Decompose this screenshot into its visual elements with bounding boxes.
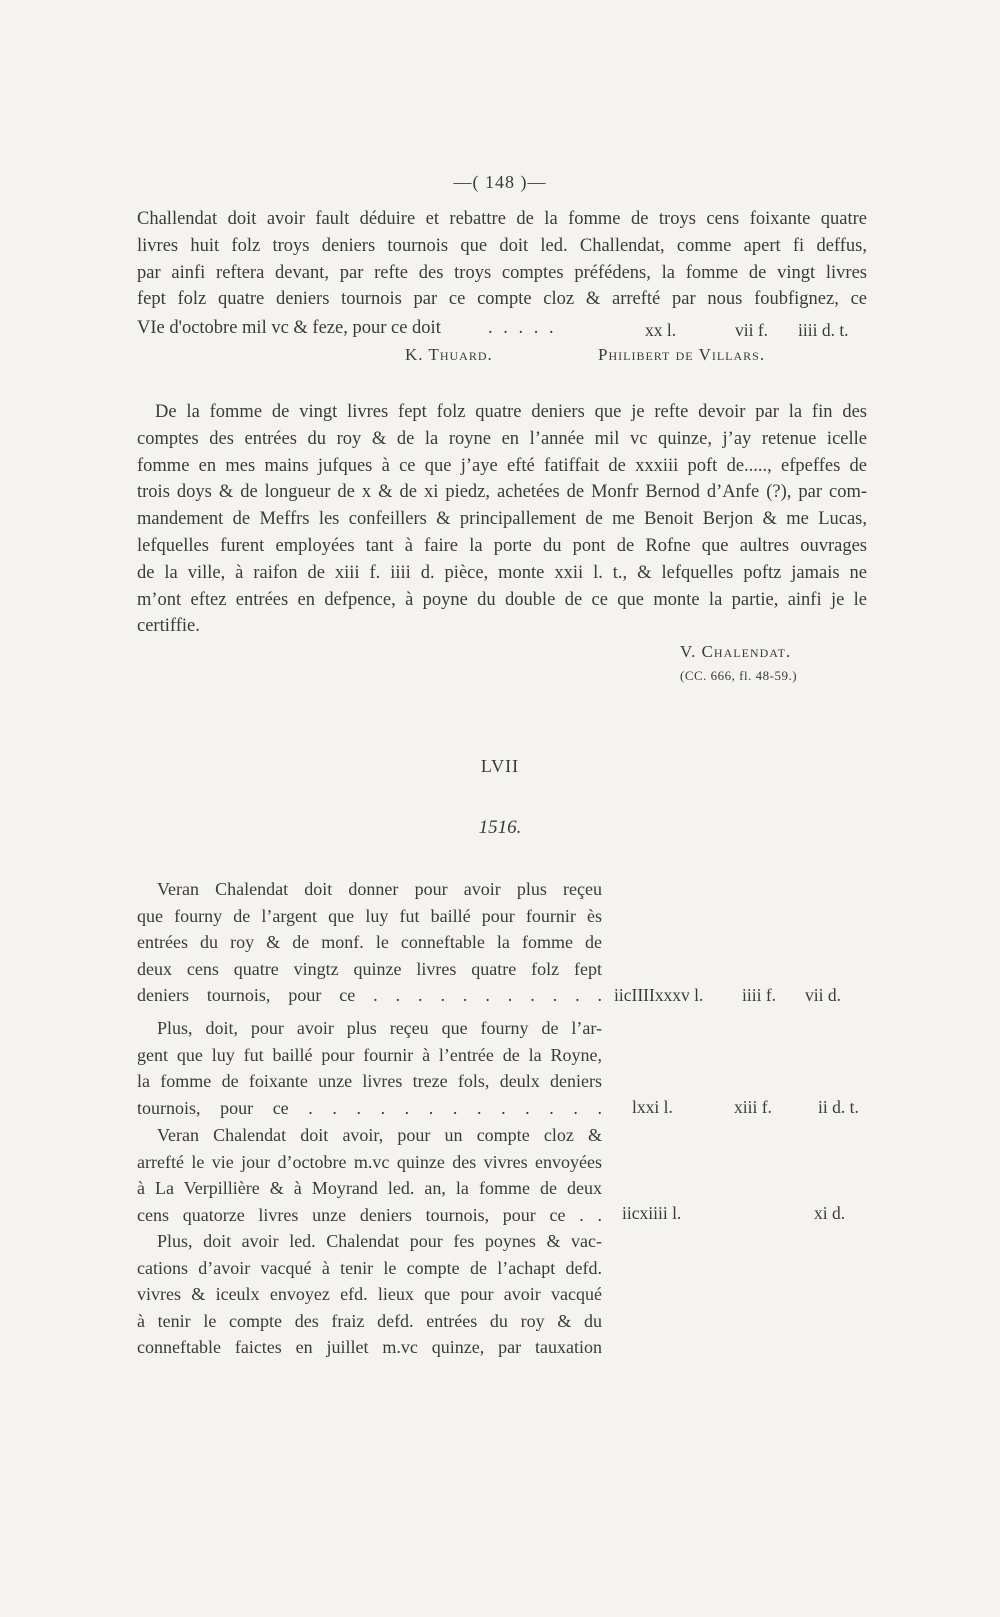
amount-livres: iicxiiii l.: [622, 1203, 682, 1223]
text-line: arrefté le vie jour d’octobre m.vc quinze des vivres envoyées: [137, 1151, 602, 1172]
entry-1: [137, 876, 602, 1009]
text-line: m’ont eftez entrées en defpence, à poyne du double de ce que monte la partie, ainfi je le: [137, 589, 867, 610]
text-line: à La Verpillière & à Moyrand led. an, la fomme de deux: [137, 1178, 602, 1198]
text-line: fomme en mes mains jufques à ce que j’aye efté fatiffait de xxxiii poft de....., efpeffes de: [137, 455, 867, 476]
amount-deniers: iiii d. t.: [798, 320, 849, 340]
text-line: entrées du roy & de monf. le conneftable la fomme de: [137, 932, 602, 952]
amount-deniers: vii d.: [805, 985, 841, 1005]
text-line: deux cens quatre vingtz quinze livres quatre folz fept: [137, 958, 602, 979]
text-line: lefquelles furent employées tant à faire la porte du pont de Rofne que aultres ouvrages: [137, 535, 867, 556]
text-line: De la fomme de vingt livres fept folz quatre deniers que je refte devoir par la fin des: [155, 402, 867, 422]
amount-sous: xiii f.: [734, 1097, 772, 1117]
text-line: mandement de Meffrs les confeillers & principallement de me Benoit Berjon & me Lucas,: [137, 509, 867, 530]
signature-chalendat: V. Chalendat.: [680, 642, 792, 661]
text-line: conneftable faictes en juillet m.vc quinze, par tauxation: [137, 1337, 602, 1357]
amount-livres: xx l.: [645, 320, 677, 340]
amount-sous: vii f.: [735, 320, 769, 340]
text-line: Veran Chalendat doit avoir, pour un compte cloz &: [157, 1125, 602, 1145]
signature-villars: Philibert de Villars.: [598, 345, 766, 364]
text-line: cens quatorze livres unze deniers tournois, pour ce . .: [137, 1204, 602, 1225]
amount-livres: iicIIIIxxxv l.: [614, 985, 704, 1005]
text-line: deniers tournois, pour ce . . . . . . . . . . .: [137, 985, 602, 1005]
text-line: Plus, doit avoir led. Chalendat pour fes poynes & vac-: [157, 1231, 602, 1251]
section-year: 1516.: [478, 817, 522, 838]
total-line-label: VIe d'octobre mil vc & feze, pour ce doit: [137, 318, 441, 338]
text-line: livres huit folz troys deniers tournois que doit led. Challendat, comme apert fi deffus,: [137, 235, 867, 256]
text-line: trois doys & de longueur de x & de xi piedz, achetées de Monfr Bernod d’Anfe (?), par com-: [137, 482, 867, 503]
text-line: que fourny de l’argent que luy fut baillé pour fournir ès: [137, 905, 602, 926]
text-line: de la ville, à raifon de xiii f. iiii d. pièce, monte xxii l. t., & lefquelles poftz jamais ne: [137, 562, 867, 583]
signature-thuard: K. Thuard.: [405, 345, 493, 364]
text-line: gent que luy fut baillé pour fournir à l’entrée de la Royne,: [137, 1044, 602, 1065]
text-line: par ainfi reftera devant, par refte des troys comptes préfédens, la fomme de vingt livres: [137, 262, 867, 283]
text-line: la fomme de foixante unze livres treze fols, deulx deniers: [137, 1071, 602, 1091]
text-line: certiffie.: [137, 616, 200, 637]
archive-reference: (CC. 666, fl. 48-59.): [680, 668, 798, 683]
text-line: cations d’avoir vacqué à tenir le compte de l’achapt defd.: [137, 1257, 602, 1278]
entry-3: [137, 1122, 602, 1228]
text-line: comptes des entrées du roy & de la royne en l’année mil vc quinze, j’ay retenue icelle: [137, 428, 867, 449]
text-line: vivres & iceulx envoyez efd. lieux que pour avoir vacqué: [137, 1284, 602, 1304]
leader-dots: . . . . .: [488, 318, 557, 338]
section-number: LVII: [480, 756, 520, 776]
amount-deniers: ii d. t.: [818, 1097, 859, 1117]
paragraph-certification: [137, 399, 867, 640]
text-line: Plus, doit, pour avoir plus reçeu que fourny de l’ar-: [157, 1018, 602, 1038]
text-line: Challendat doit avoir fault déduire et rebattre de la fomme de troys cens foixante quatre: [137, 209, 867, 229]
page-number: —( 148 )—: [453, 172, 547, 192]
amount-sous: iiii f.: [742, 985, 777, 1005]
text-line: tournois, pour ce . . . . . . . . . . . . .: [137, 1097, 602, 1118]
paragraph-account-close: [137, 206, 867, 313]
text-line: Veran Chalendat doit donner pour avoir plus reçeu: [157, 879, 602, 899]
entry-2: [137, 1015, 602, 1121]
amount-livres: lxxi l.: [632, 1097, 673, 1117]
text-line: à tenir le compte des fraiz defd. entrées du roy & du: [137, 1310, 602, 1331]
text-line: fept folz quatre deniers tournois par ce compte cloz & arrefté par nous foubfignez, ce: [137, 289, 867, 310]
entry-4: [137, 1228, 602, 1361]
amount-deniers: xi d.: [814, 1203, 846, 1223]
